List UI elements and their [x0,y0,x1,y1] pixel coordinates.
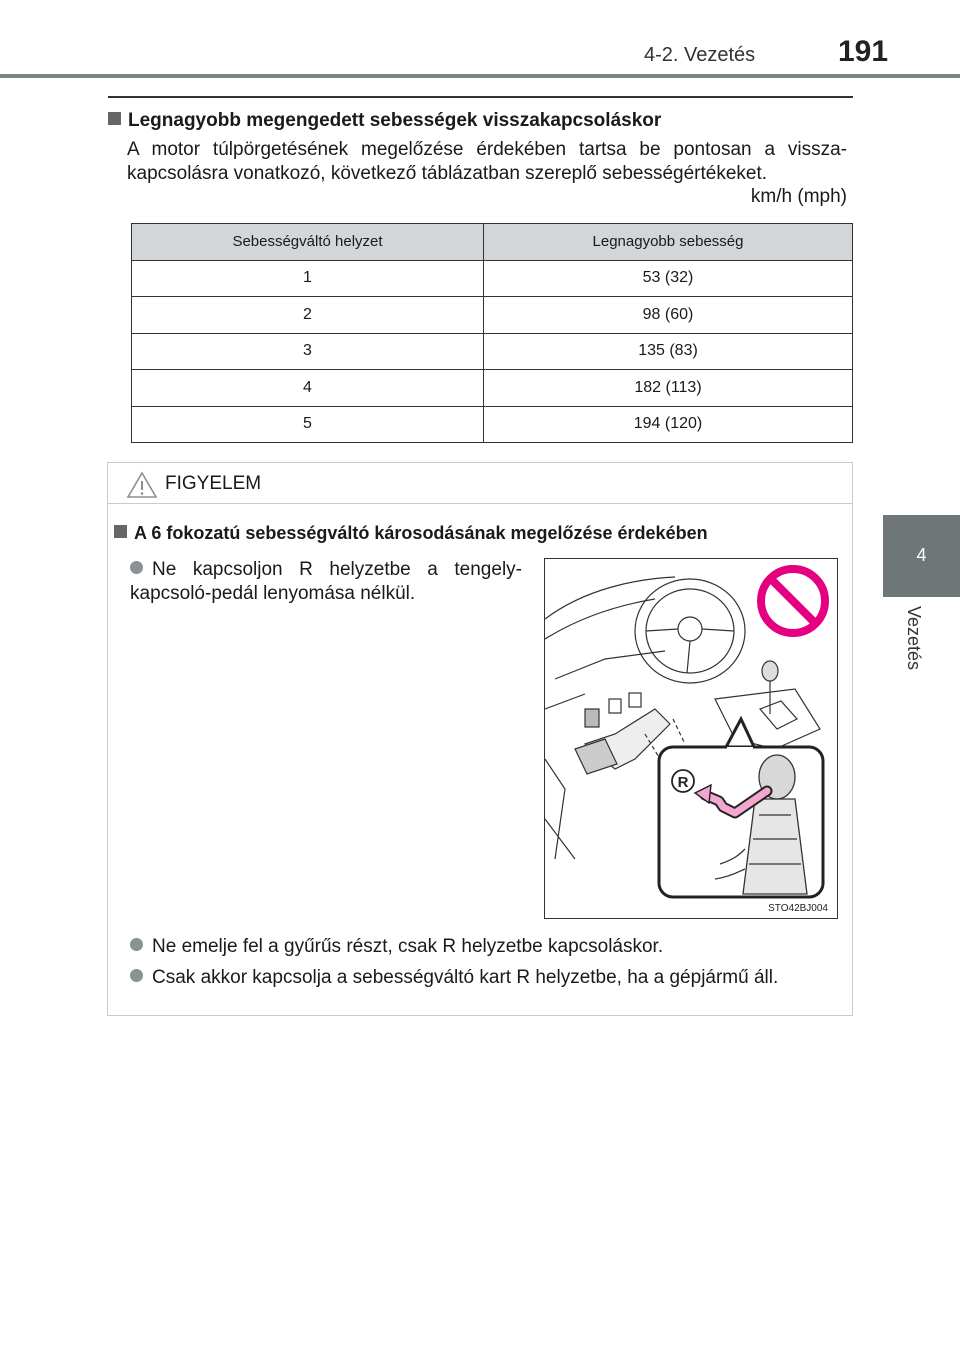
chapter-label: Vezetés [904,606,924,671]
list-item [130,936,663,958]
gear-cell: 3 [132,333,484,370]
table-row [132,370,853,407]
speed-cell: 182 (113) [484,370,853,407]
warning-title-text: A 6 fokozatú sebességváltó károsodásának megelőzése érdekében [134,523,708,543]
prohibition-sign-icon [761,569,825,633]
gear-cell: 1 [132,260,484,297]
title-rule [108,96,853,98]
section-heading [108,110,661,132]
figure-code: STO42BJ004 [768,903,828,914]
warning-title [114,523,708,544]
table-row [132,333,853,370]
warning-triangle-icon [126,471,158,499]
bullet-icon [130,561,143,574]
gear-cell: 4 [132,370,484,407]
unit-label: km/h (mph) [750,186,847,207]
page-header [0,0,960,80]
bullet-icon [130,969,143,982]
square-bullet-icon [108,112,121,125]
list-item [130,558,522,606]
square-bullet-icon [114,525,127,538]
section-paragraph: A motor túlpörgetésének megelőzése érdekében tartsa be pontosan a vissza-kapcsolásra vonatkozó, következő táblázatban szereplő sebességértékeket. [127,139,847,184]
gear-cell: 5 [132,406,484,443]
list-item [130,967,778,989]
table-row [132,406,853,443]
bullet-icon [130,938,143,951]
list-item-text: Ne emelje fel a gyűrűs részt, csak R helyzetbe kapcsoláskor. [152,936,664,957]
header-max-speed: Legnagyobb sebesség [484,224,853,261]
table-header-row [132,224,853,261]
warning-label: FIGYELEM [165,473,262,494]
table-row [132,297,853,334]
illustration-drawing [545,559,837,918]
chapter-number: 4 [916,545,927,565]
speed-cell: 53 (32) [484,260,853,297]
list-item-text: Csak akkor kapcsolja a sebességváltó kart R helyzetbe, ha a gépjármű áll. [152,967,779,988]
gear-shift-illustration [544,558,838,919]
page-number: 191 [838,35,889,68]
table-row [132,260,853,297]
speed-table [131,223,853,443]
speed-cell: 194 (120) [484,406,853,443]
speed-cell: 135 (83) [484,333,853,370]
header-gear-position: Sebességváltó helyzet [132,224,484,261]
warning-header [108,463,852,504]
section-title: Legnagyobb megengedett sebességek visszakapcsoláskor [128,110,662,131]
warning-box [107,462,853,1016]
gear-cell: 2 [132,297,484,334]
header-rule [0,74,960,78]
speed-cell: 98 (60) [484,297,853,334]
chapter-label-vertical [898,606,928,696]
section-name: 4-2. Vezetés [644,44,756,66]
gear-r-label: R [677,774,689,791]
list-item-text: Ne kapcsoljon R helyzetbe a tengely-kapcsoló-pedál lenyomása nélkül. [130,559,522,604]
chapter-tab [883,515,960,597]
